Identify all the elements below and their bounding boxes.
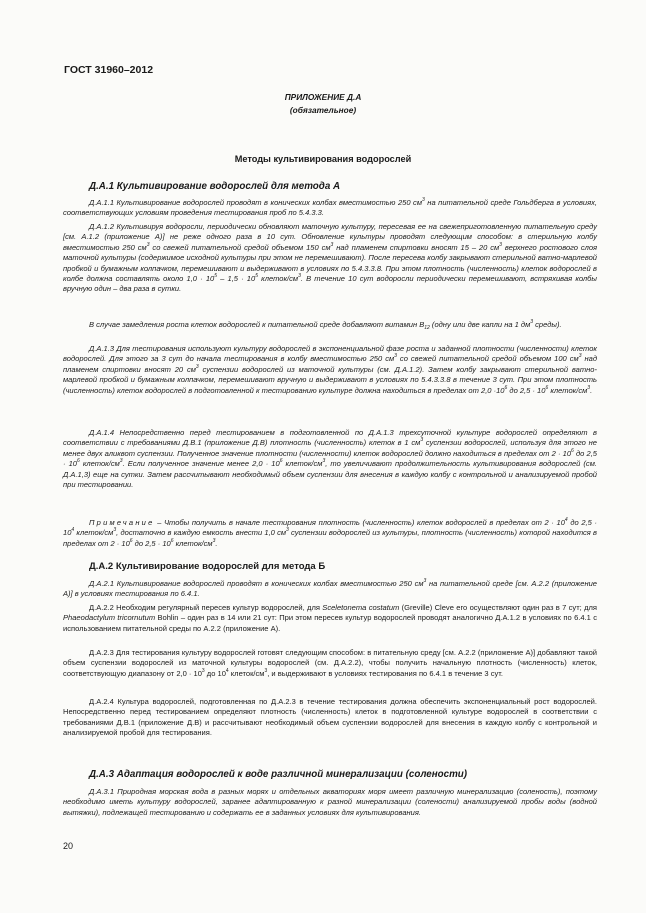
paragraph-a23: Д.А.2.3 Для тестирования культуру водорослей готовят следующим способом: в питательную среду [см. А.2.2 (приложение А)] добавляют такой объем суспензии водорослей из маточной культуры водорослей (см. Д.А.2.2), чтобы получить начальную плотность (численность) клеток, соответствующую диапазону от $2,0 \cdot 10^3$ до $10^4$ клеток/$см^3$, и выдерживают в условиях тестирования по 6.4.1 в течение 3 сут. xyxy=(63,648,597,678)
paragraph-a14: Д.А.1.4 Непосредственно перед тестированием в подготовленной по Д.А.1.3 трехсуточной культуре водорослей определяют в соответствии с требованиями Д.В.1 (приложение Д.В) плотность (численность) клеток в 1 $см^3$ суспензии водорослей, используя для этого не менее двух аликвот суспензии. Полученное значение плотности (численности) клеток водорослей должно находиться в пределах от $2 \cdot 10^6$ до $2,5 \cdot 10^6$ клеток/$см^3$. Если полученное значение менее $2,0 \cdot 10^6$ клеток/$см^3$, то увеличивают продолжительность культивирования водорослей (см. Д.А.1,3) еще на сутки. Затем рассчитывают необходимый объем суспензии для внесения в каждую колбу с контрольной и анализируемой пробой при тестировании. xyxy=(63,428,597,490)
paragraph-a31: Д.А.3.1 Природная морская вода в разных морях и отдельных акваториях моря имеет различную минерализацию (соленость), поэтому необходимо иметь культуру водорослей, заранее адаптированную к разной минерализации (солености) анализируемой пробы воды (водной вытяжки), подлежащей тестированию и содержать ее в заданных условиях для культивирования. xyxy=(63,787,597,817)
appendix-title: ПРИЛОЖЕНИЕ Д.А xyxy=(284,92,362,102)
main-title: Методы культивирования водорослей xyxy=(234,154,412,164)
paragraph-a24: Д.А.2.4 Культура водорослей, подготовленная по Д.А.2.3 в течение тестирования должна обеспечить экспоненциальный рост водорослей. Непосредственно перед тестированием определяют плотность (численность) клеток в подготовленной культуре водорослей в соответствии с требованиями Д.В.1 (приложение Д.В) и рассчитывают необходимый объем суспензии водорослей для внесения в каждую колбу с контрольной и анализируемой пробой для тестирования. xyxy=(63,697,597,738)
section-heading-a2: Д.А.2 Культивирование водорослей для метода Б xyxy=(89,561,326,572)
note-paragraph: Примечание – Чтобы получить в начале тестирования плотность (численность) клеток водорослей в пределах от $2 \cdot 10^4$ до $2,5 \cdot 10^4$ клеток/$см^3$, достаточно в каждую емкость внести 1,0 $см^3$ суспензии водорослей из культуры, плотность (численность) которой находится в пределах от $2 \cdot 10^6$ до $2,5 \cdot 10^6$ клеток/$см^3$. xyxy=(63,517,597,548)
paragraph-a11: Д.А.1.1 Культивирование водорослей проводят в конических колбах вместимостью 250 $см^3$ на питательной среде Гольдберга в условиях, соответствующих условиям проведения тестирования проб по 5.4.3.3. xyxy=(63,197,597,218)
paragraph-a22: Д.А.2.2 Необходим регулярный пересев культур водорослей, для Sceletonema costatum (Greville) Cleve его осуществляют один раз в 7 сут; для Phaeodactylum tricornutum Bohlin – один раз в 14 или 21 сут: При этом пересев культур водорослей проводят аналогично Д.А.1.2 в условиях по 6.4.1 с использованием питательной среды по А.2.2 (приложение А). xyxy=(63,603,597,633)
section-heading-a3: Д.А.3 Адаптация водорослей к воде различной минерализации (солености) xyxy=(89,769,468,780)
appendix-status: (обязательное) xyxy=(289,105,357,115)
section-heading-a1: Д.А.1 Культивирование водорослей для метода А xyxy=(89,181,341,192)
paragraph-a21: Д.А.2.1 Культивирование водорослей проводят в конических колбах вместимостью 250 $см^3$ на питательной среде [см. А.2.2 (приложение А)] в условиях тестирования по 6.4.1. xyxy=(63,578,597,599)
page-number: 20 xyxy=(63,841,74,851)
paragraph-a12: Д.А.1.2 Культивируя водоросли, периодически обновляют маточную культуру, пересевая ее на свежеприготовленную питательную среду [см. А.1.2 (приложение А)] не реже одного раза в 10 сут. Обновление культуры проводят следующим способом: в стерильную колбу вместимостью 250 $см^3$ со свежей питательной средой объемом 150 $см^3$ над пламенем спиртовки вносят 15 – 20 $см^3$ верхнего ростового слоя маточной культуры (содержимое исходной культуры при этом не перемешивают). После пересева колбу закрывают стерильной ватно-марлевой пробкой и бумажным колпачком, перемешивают и выдерживают в условиях по 5.4.3.3.8. При этом плотность (численность) клеток водорослей в колбе должна составлять около $1,0 \cdot 10^5 - 1,5 \cdot 10^5$ клеток/$см^3$. В течение 10 сут водоросли периодически перемешивают, встряхивая колбы вручную один – два раза в сутки. xyxy=(63,222,597,294)
paragraph-vitamin: В случае замедления роста клеток водорослей к питательной среде добавляют витамин $B_{12}$ (одну или две капли на 1 $дм^3$ среды). xyxy=(89,319,562,331)
paragraph-a13: Д.А.1.3 Для тестирования используют культуру водорослей в экспоненциальной фазе роста и заданной плотности (численности) клеток водорослей. Для этого за 3 сут до начала тестирования в колбу вместимостью 250 $см^3$ со свежей питательной средой объемом 100 $см^3$ над пламенем спиртовки вносят 20 $см^3$ суспензии водорослей из маточной культуры (см. Д.А.1.2). Затем колбу закрывают стерильной ватно-марлевой пробкой и бумажным колпачком, перемешивают вручную и выдерживают в условиях по 5.4.3.3.8 в течение 3 сут. При этом плотность (численность) клеток водорослей в подготовленной к тестированию культуре должна находиться в пределах от $2,0 \cdot 10^6$ до $2,5 \cdot 10^6$ клеток/$см^3$. xyxy=(63,344,597,395)
standard-number: ГОСТ 31960–2012 xyxy=(64,64,154,76)
